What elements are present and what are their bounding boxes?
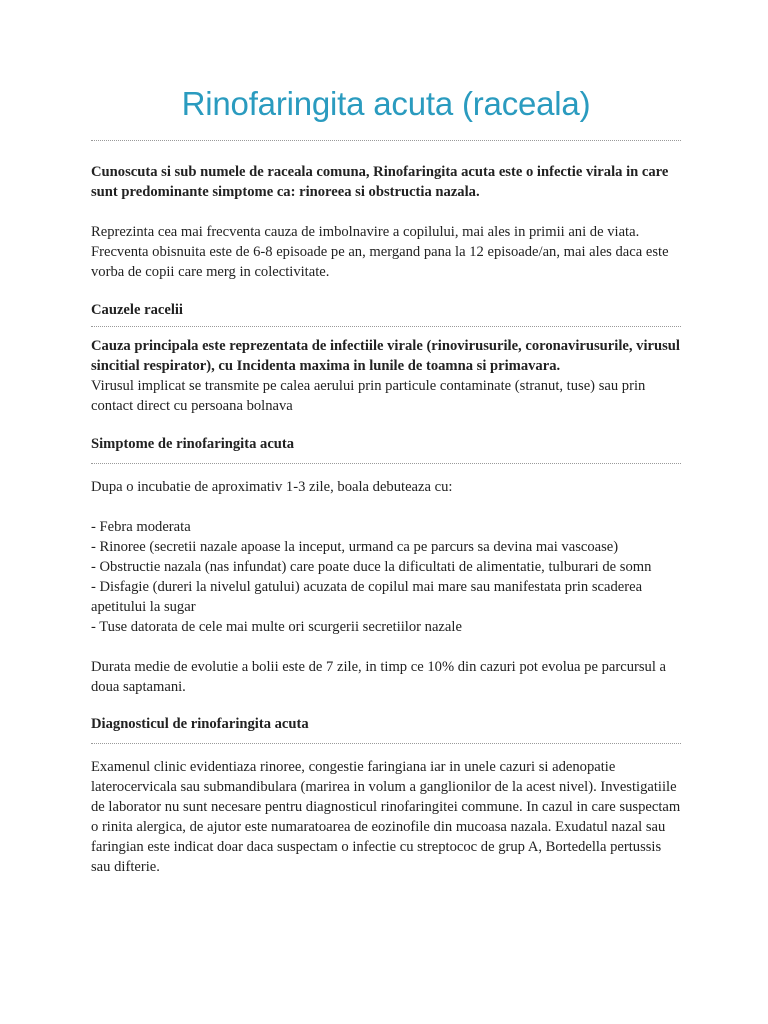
list-item: - Obstructie nazala (nas infundat) care poate duce la dificultati de alimentatie, tulburari de somn: [91, 559, 652, 575]
intro-paragraph: Reprezinta cea mai frecventa cauza de imbolnavire a copilului, mai ales in primii ani de viata. Frecventa obisnuita este de 6-8 episoade pe an, mergand pana la 12 episoade/an, mai ales daca este vorba de copii care merg in colectivitate.: [91, 224, 669, 280]
article: [91, 0, 681, 877]
diagnosis-paragraph: Examenul clinic evidentiaza rinoree, congestie faringiana iar in unele cazuri si adenopatie laterocervicala sau submandibulara (marirea in volum a ganglionilor de la acest nivel). Investigatiile de laborator nu sunt necesare pentru diagnosticul rinofaringitei commune. In cazul in care suspectam o rinita alergica, de ajutor este numaratoarea de eozinofile din mucoasa nazala. Exudatul nazal sau faringian este indicat doar daca suspectam o infectie cu streptococ de grup A, Bortedella pertussis sau difterie.: [91, 759, 681, 875]
causes-bold-paragraph: Cauza principala este reprezentata de infectiile virale (rinovirusurile, coronavirusurile, virusul sincitial respirator), cu Incidenta maxima in lunile de toamna si primavara.: [91, 338, 680, 374]
list-item: - Rinoree (secretii nazale apoase la inceput, urmand ca pe parcurs sa devina mai vascoase): [91, 539, 619, 555]
list-item: - Tuse datorata de cele mai multe ori scurgerii secretiilor nazale: [91, 619, 462, 635]
list-item: - Disfagie (dureri la nivelul gatului) acuzata de copilul mai mare sau manifestata prin scaderea apetitului la sugar: [91, 579, 643, 615]
title-divider: [91, 140, 681, 141]
symptoms-heading: Simptome de rinofaringita acuta: [91, 436, 295, 452]
page-title: Rinofaringita acuta (raceala): [181, 85, 591, 122]
list-item: - Febra moderata: [91, 519, 191, 535]
duration-paragraph: Durata medie de evolutie a bolii este de 7 zile, in timp ce 10% din cazuri pot evolua pe parcursul a doua saptamani.: [91, 659, 667, 695]
symptoms-divider: [91, 463, 681, 464]
symptoms-list: [91, 517, 681, 637]
intro-bold-paragraph: Cunoscuta si sub numele de raceala comuna, Rinofaringita acuta este o infectie virala in care sunt predominante simptome ca: rinoreea si obstructia nazala.: [91, 164, 669, 200]
diagnosis-heading: Diagnosticul de rinofaringita acuta: [91, 716, 309, 732]
diagnosis-divider: [91, 743, 681, 744]
causes-divider: [91, 326, 681, 327]
symptoms-lead: Dupa o incubatie de aproximativ 1-3 zile, boala debuteaza cu:: [91, 479, 453, 495]
causes-heading: Cauzele racelii: [91, 302, 183, 318]
causes-paragraph: Virusul implicat se transmite pe calea aerului prin particule contaminate (stranut, tuse) sau prin contact direct cu persoana bolnava: [91, 378, 646, 414]
